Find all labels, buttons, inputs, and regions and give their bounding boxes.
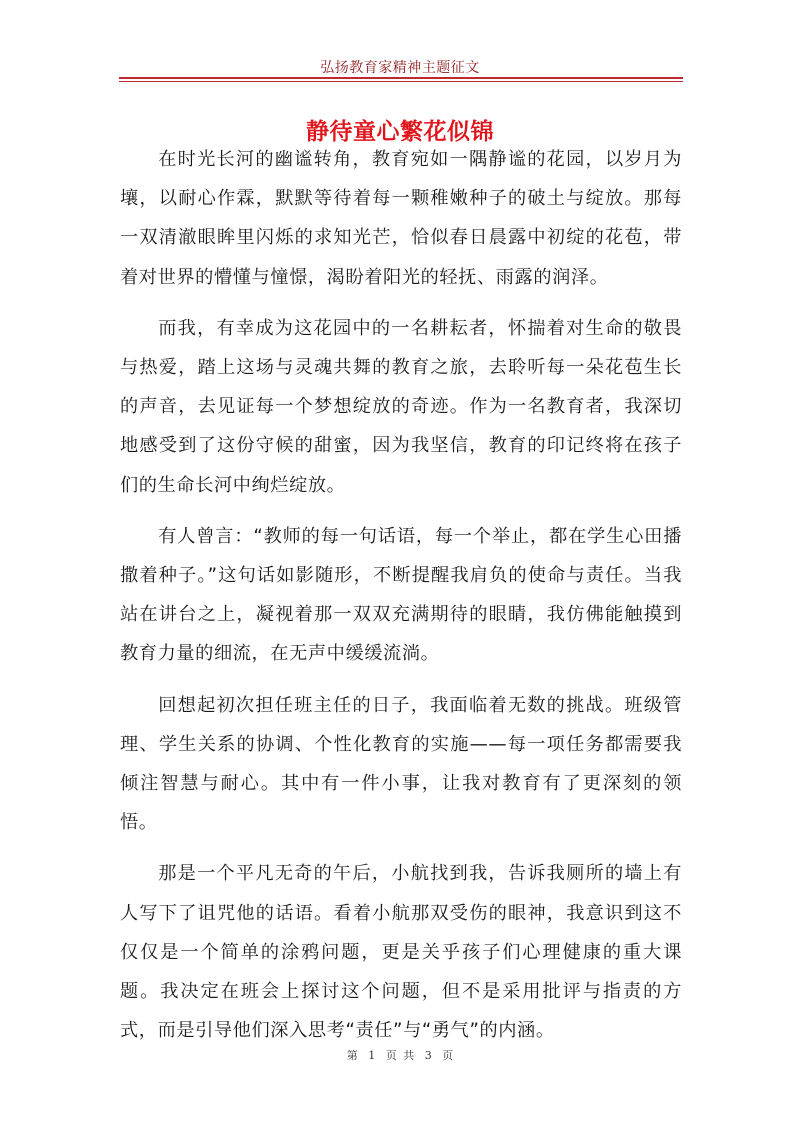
- paragraph: 而我，有幸成为这花园中的一名耕耘者，怀揣着对生命的敬畏与热爱，踏上这场与灵魂共舞的教育之旅，去聆听每一朵花苞生长的声音，去见证每一个梦想绽放的奇迹。作为一名教育者，我深切地感受到了这份守候的甜蜜，因为我坚信，教育的印记终将在孩子们的生命长河中绚烂绽放。: [120, 317, 682, 496]
- page-footer: [0, 1049, 800, 1063]
- footer-middle: 页 共: [385, 1049, 415, 1062]
- total-page-count: 3: [424, 1049, 432, 1062]
- paragraph: 在时光长河的幽谧转角，教育宛如一隅静谧的花园，以岁月为壤，以耐心作霖，默默等待着每一颗稚嫩种子的破土与绽放。那每一双清澈眼眸里闪烁的求知光芒，恰似春日晨露中初绽的花苞，带着对世界的懵懂与憧憬，渴盼着阳光的轻抚、雨露的润泽。: [120, 149, 682, 288]
- paragraph: 那是一个平凡无奇的午后，小航找到我，告诉我厕所的墙上有人写下了诅咒他的话语。看着小航那双受伤的眼神，我意识到这不仅仅是一个简单的涂鸦问题，更是关乎孩子们心理健康的重大课题。我决定在班会上探讨这个问题，但不是采用批评与指责的方式，而是引导他们深入思考“责任”与“勇气”的内涵。: [120, 863, 682, 1042]
- paragraph: 回想起初次担任班主任的日子，我面临着无数的挑战。班级管理、学生关系的协调、个性化教育的实施——每一项任务都需要我倾注智慧与耐心。其中有一件小事，让我对教育有了更深刻的领悟。: [120, 694, 682, 834]
- article-title: 静待童心繁花似锦: [306, 119, 494, 146]
- header-double-rule: [119, 77, 683, 82]
- footer-prefix: 第: [346, 1049, 358, 1062]
- footer-suffix: 页: [442, 1049, 454, 1062]
- paragraph: 有人曾言：“教师的每一句话语，每一个举止，都在学生心田播撒着种子。”这句话如影随形，不断提醒我肩负的使命与责任。当我站在讲台之上，凝视着那一双双充满期待的眼睛，我仿佛能触摸到教育力量的细流，在无声中缓缓流淌。: [120, 525, 682, 665]
- article-body: [120, 140, 682, 1062]
- current-page-number: 1: [368, 1049, 376, 1062]
- running-header: 弘扬教育家精神主题征文: [320, 60, 480, 76]
